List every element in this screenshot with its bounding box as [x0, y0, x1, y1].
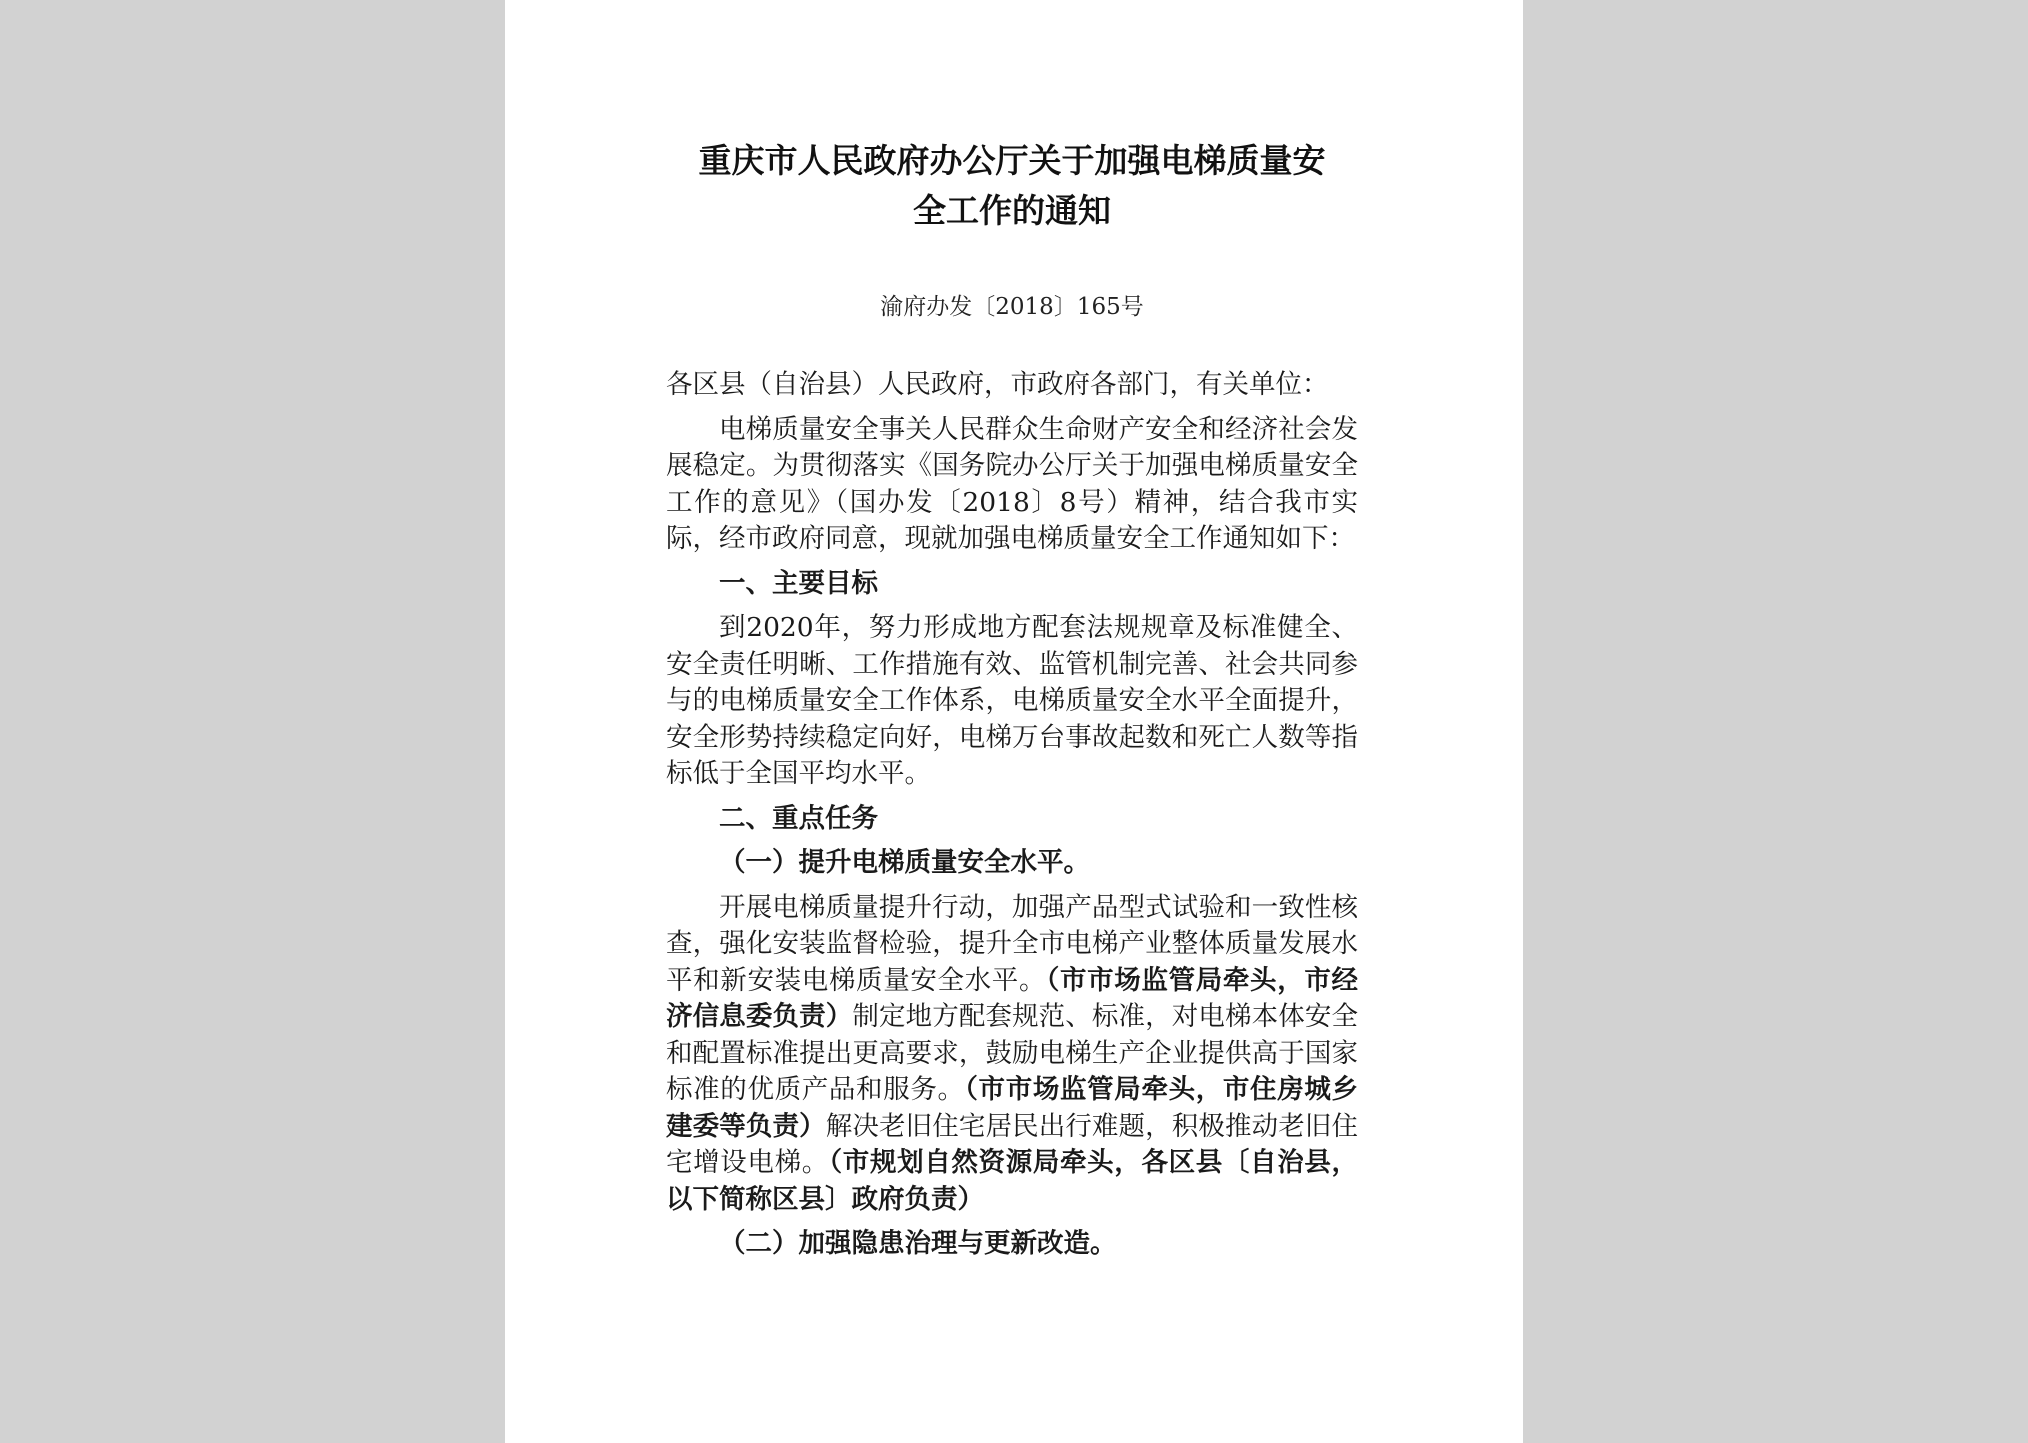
section-1-paragraph: 到2020年，努力形成地方配套法规规章及标准健全、安全责任明晰、工作措施有效、监管机制完善、社会共同参与的电梯质量安全工作体系，电梯质量安全水平全面提升，安全形势持续稳定向好，电梯万台事故起数和死亡人数等指标低于全国平均水平。	[666, 612, 1358, 789]
responsibility-note-a: （市市场监管局牵头，市经济信息委负责）	[666, 964, 1359, 1032]
salutation: 各区县（自治县）人民政府，市政府各部门，有关单位：	[666, 369, 1329, 400]
subsection-1-text-b: 制定地方配套规范、标准，对电梯本体安全和配置标准提出更高要求，鼓励电梯生产企业提供高于国家标准的优质产品和服务。	[666, 1001, 1359, 1105]
document-body	[666, 367, 1358, 1271]
document-number: 渝府办发〔2018〕165号	[880, 294, 1144, 320]
title-line-1: 重庆市人民政府办公厅关于加强电梯质量安	[698, 141, 1326, 180]
responsibility-note-b: （市市场监管局牵头，市住房城乡建委等负责）	[666, 1074, 1359, 1142]
responsibility-note-c: （市规划自然资源局牵头，各区县〔自治县，以下简称区县〕政府负责）	[666, 1147, 1359, 1215]
subsection-1-text-c: 解决老旧住宅居民出行难题，积极推动老旧住宅增设电梯。	[666, 1110, 1359, 1178]
subsection-1-text-a: 开展电梯质量提升行动，加强产品型式试验和一致性核查，强化安装监督检验，提升全市电梯产业整体质量发展水平和新安装电梯质量安全水平。	[666, 891, 1358, 996]
document-page	[505, 0, 1523, 1443]
document-title	[666, 136, 1358, 236]
subsection-1-heading: （一）提升电梯质量安全水平。	[719, 847, 1090, 878]
title-line-2: 全工作的通知	[913, 191, 1111, 230]
section-1-heading: 一、主要目标	[719, 567, 878, 599]
subsection-2-heading: （二）加强隐患治理与更新改造。	[719, 1228, 1117, 1259]
subsection-1-paragraph	[666, 890, 1358, 1219]
intro-paragraph: 电梯质量安全事关人民群众生命财产安全和经济社会发展稳定。为贯彻落实《国务院办公厅关于加强电梯质量安全工作的意见》（国办发〔2018〕8号）精神，结合我市实际，经市政府同意，现就加强电梯质量安全工作通知如下：	[666, 413, 1358, 554]
section-2-heading: 二、重点任务	[719, 802, 878, 834]
